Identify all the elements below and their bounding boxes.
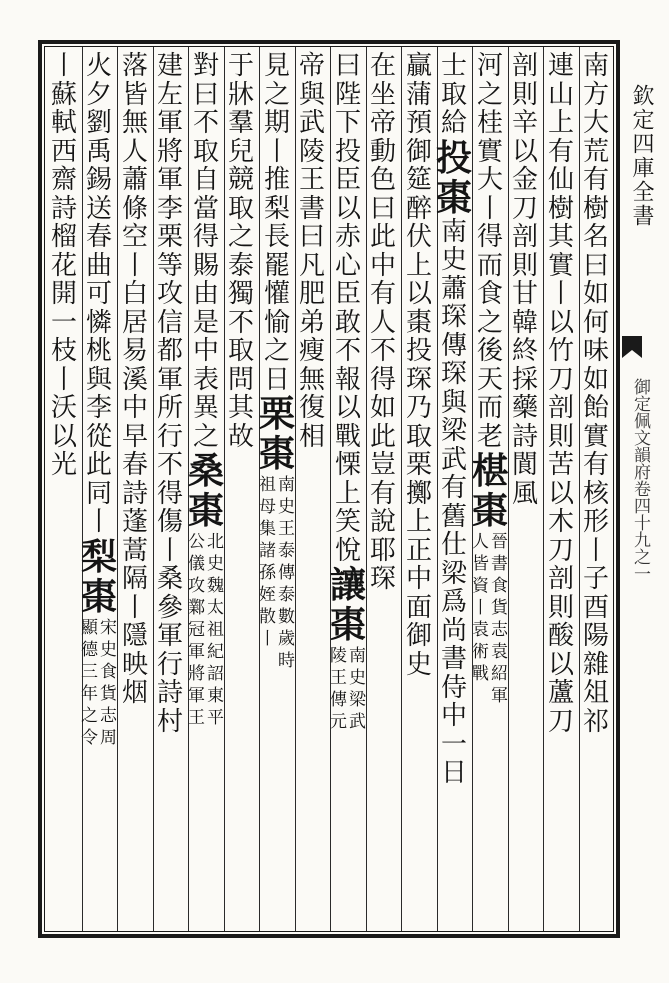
text-run: 建 左 軍 將 軍 李 栗 等 攻 信 都 軍 所 行 不 得 傷 丨 桑 參 軍 行 詩 村 xyxy=(156,51,183,737)
text-column xyxy=(293,52,331,451)
text-column xyxy=(506,52,544,508)
annotation: 北 史 魏 太 祖 紀 詔 東 平 公 儀 攻 鄴 冠 軍 將 軍 王 xyxy=(188,532,224,728)
text-column xyxy=(80,52,118,749)
text-run: 見 之 期 丨 推 梨 長 罷 懽 愉 之 日 xyxy=(263,51,290,395)
fishtail-mark-icon xyxy=(622,336,642,358)
text-column xyxy=(577,52,615,736)
text-column xyxy=(222,52,260,451)
text-run: 剖 則 辛 以 金 刀 剖 則 甘 韓 終 採 藥 詩 閬 xyxy=(511,51,538,480)
annotation: 晉 書 食 貨 志 袁 紹 軍 人 皆 資 丨 袁 術 戰 xyxy=(472,532,508,706)
text-column xyxy=(258,52,296,672)
text-run: 火 夕 劉 禹 錫 送 春 曲 可 憐 桃 與 李 從 此 同 丨 xyxy=(85,51,112,537)
text-run: 落 皆 無 人 蕭 條 空 丨 白 居 易 溪 中 早 春 詩 蓬 蒿 隔 丨 隱 映 烟 xyxy=(121,51,148,708)
text-run: 士 取 給 xyxy=(440,51,467,138)
text-column xyxy=(435,52,473,788)
headword: 梨 棗 xyxy=(80,535,117,618)
text-run: 帝 與 武 陵 王 書 曰 凡 肥 弟 瘦 無 復 相 xyxy=(298,51,325,452)
text-run: 對 曰 不 取 自 當 得 賜 由 是 中 表 異 之 xyxy=(192,51,219,452)
text-column xyxy=(45,52,83,480)
annotation: 宋 史 食 貨 志 周 顯 德 三 年 之 令 xyxy=(81,617,117,748)
text-run: 于 牀 羣 兒 競 取 之 泰 獨 不 取 問 其 故 xyxy=(227,51,254,452)
book-title: 欽定四庫全書 xyxy=(629,84,654,228)
text-run: 丨 蘇 軾 西 齋 詩 榴 花 開 一 枝 丨 沃 以 光 xyxy=(50,51,77,480)
text-column xyxy=(400,52,438,679)
text-column xyxy=(187,52,225,729)
text-column xyxy=(116,52,154,708)
headword: 桑 棗 xyxy=(187,450,224,532)
text-run: 在 坐 帝 動 色 曰 此 中 有 人 不 得 如 此 豈 有 說 耶 琛 xyxy=(369,51,396,594)
headword: 椹 棗 xyxy=(471,450,508,532)
text-run: 南 方 大 荒 有 樹 名 曰 如 何 味 如 飴 實 有 核 形 丨 子 酉 陽 雜 俎 祁 xyxy=(582,51,609,737)
text-column xyxy=(542,52,580,736)
headword: 讓 棗 xyxy=(329,564,366,646)
annotation: 南 史 王 泰 傳 泰 數 歲 時 祖 母 集 諸 孫 姪 散 丨 xyxy=(259,475,295,671)
annotation: 南 史 梁 武 陵 王 傳 元 xyxy=(330,646,366,732)
headword: 栗 棗 xyxy=(258,393,295,475)
page-gutter xyxy=(622,40,668,938)
text-run: 風 xyxy=(511,478,538,509)
volume-label: 御定佩文韻府卷四十九之一 xyxy=(630,378,650,582)
headword: 投 棗 xyxy=(435,136,472,219)
text-run: 連 山 上 有 仙 樹 其 實 丨 以 竹 刀 剖 則 苦 以 木 刀 剖 則 酸 以 蘆 刀 xyxy=(547,51,574,737)
text-column xyxy=(471,52,509,707)
text-run: 贏 蒲 xyxy=(405,51,432,110)
text-column xyxy=(364,52,402,594)
text-run: 河 之 桂 實 大 丨 得 而 食 之 後 天 而 老 xyxy=(476,51,503,452)
text-run: 南 史 蕭 琛 傳 琛 與 梁 武 有 舊 仕 梁 爲 尚 書 侍 中 一 日 xyxy=(440,216,467,788)
text-column xyxy=(151,52,189,736)
text-run: 預 御 筵 醉 伏 上 以 棗 投 琛 乃 取 栗 擲 上 正 中 面 御 史 xyxy=(405,108,432,680)
text-column xyxy=(329,52,367,733)
text-run: 曰 陛 下 投 臣 以 赤 心 臣 敢 不 報 以 戰 慄 上 笑 悅 xyxy=(334,51,361,566)
